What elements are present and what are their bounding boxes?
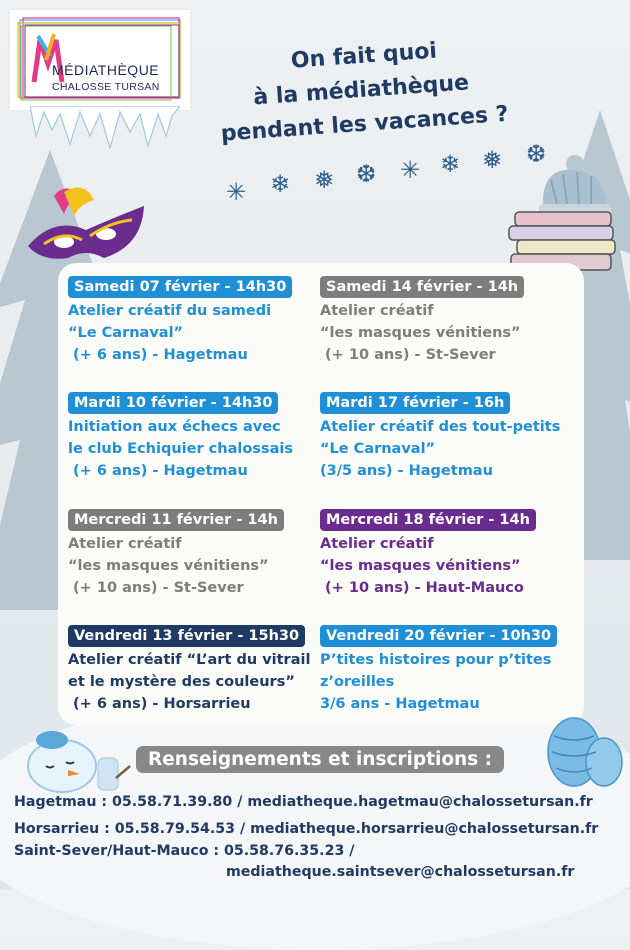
logo	[10, 10, 190, 110]
snowflake-icon: ❄	[440, 150, 461, 178]
event-line: 3/6 ans - Hagetmau	[320, 696, 480, 712]
event-8	[320, 625, 557, 715]
event-line: P’tites histoires pour p’tites	[320, 652, 552, 668]
snowflake-icon: ❆	[356, 160, 377, 188]
snowflake-icon: ❄	[270, 170, 291, 198]
event-line: (+ 6 ans) - Hagetmau	[68, 347, 248, 363]
event-date-badge: Vendredi 20 février - 10h30	[320, 625, 557, 647]
snowflake-icon: ❅	[482, 146, 503, 174]
event-date-badge: Samedi 07 février - 14h30	[68, 276, 292, 298]
event-3	[68, 392, 293, 482]
books-and-hat-icon	[505, 150, 620, 280]
event-line: (+ 10 ans) - St-Sever	[68, 580, 244, 596]
event-date-badge: Vendredi 13 février - 15h30	[68, 625, 305, 647]
event-line: Atelier créatif du samedi	[68, 303, 272, 319]
logo-subtitle: CHALOSSE TURSAN	[52, 81, 160, 93]
snowflake-icon: ✳	[226, 178, 247, 206]
event-description	[68, 300, 292, 366]
event-1	[68, 276, 292, 366]
event-line: (+ 6 ans) - Horsarrieu	[68, 696, 251, 712]
event-line: “Le Carnaval”	[320, 441, 436, 457]
event-line: Atelier créatif “L’art du vitrail	[68, 652, 311, 668]
snowman-icon	[22, 726, 132, 794]
event-line: (+ 6 ans) - Hagetmau	[68, 463, 248, 479]
event-line: z’oreilles	[320, 674, 395, 690]
contact-horsarrieu: Horsarrieu : 05.58.79.54.53 / mediatheque.horsarrieu@chalossetursan.fr	[14, 821, 599, 837]
icicles-icon	[30, 106, 180, 152]
event-4	[320, 392, 560, 482]
snowflake-icon: ❆	[526, 140, 547, 168]
event-date-badge: Mardi 10 février - 14h30	[68, 392, 278, 414]
event-7	[68, 625, 310, 715]
event-line: “les masques vénitiens”	[68, 558, 269, 574]
event-date-badge: Mercredi 11 février - 14h	[68, 509, 284, 531]
event-description	[320, 649, 557, 715]
event-5	[68, 509, 284, 599]
event-line: “les masques vénitiens”	[320, 325, 521, 341]
event-line: (+ 10 ans) - Haut-Mauco	[320, 580, 524, 596]
info-title: Renseignements et inscriptions :	[136, 746, 504, 773]
headline-line-3: pendant les vacances ?	[220, 101, 510, 147]
event-line: (3/5 ans) - Hagetmau	[320, 463, 493, 479]
event-date-badge: Mardi 17 février - 16h	[320, 392, 510, 414]
contact-hagetmau: Hagetmau : 05.58.71.39.80 / mediatheque.hagetmau@chalossetursan.fr	[14, 794, 593, 810]
event-description	[68, 416, 293, 482]
event-line: le club Echiquier chalossais	[68, 441, 293, 457]
event-line: Atelier créatif	[320, 536, 434, 552]
headline-line-1: On fait quoi	[290, 38, 438, 74]
event-line: “Le Carnaval”	[68, 325, 184, 341]
contact-saint-sever: Saint-Sever/Haut-Mauco : 05.58.76.35.23 /	[14, 843, 355, 859]
event-line: Initiation aux échecs avec	[68, 419, 281, 435]
event-description	[320, 300, 524, 366]
event-description	[68, 533, 284, 599]
event-line: et le mystère des couleurs”	[68, 674, 295, 690]
event-line: Atelier créatif	[320, 303, 434, 319]
event-line: (+ 10 ans) - St-Sever	[320, 347, 496, 363]
event-2	[320, 276, 524, 366]
contact-saint-sever-email: mediatheque.saintsever@chalossetursan.fr	[226, 864, 575, 880]
snowflake-icon: ✳	[400, 156, 421, 184]
event-description	[320, 533, 536, 599]
headline-line-2: à la médiathèque	[252, 70, 470, 111]
event-description	[320, 416, 560, 482]
event-description	[68, 649, 310, 715]
event-6	[320, 509, 536, 599]
event-line: Atelier créatif	[68, 536, 182, 552]
logo-title: MÉDIATHÈQUE	[52, 62, 160, 78]
event-line: Atelier créatif des tout-petits	[320, 419, 561, 435]
event-line: “les masques vénitiens”	[320, 558, 521, 574]
pine-cones-icon	[534, 704, 630, 800]
event-date-badge: Samedi 14 février - 14h	[320, 276, 524, 298]
event-date-badge: Mercredi 18 février - 14h	[320, 509, 536, 531]
snowflake-icon: ❅	[314, 166, 335, 194]
